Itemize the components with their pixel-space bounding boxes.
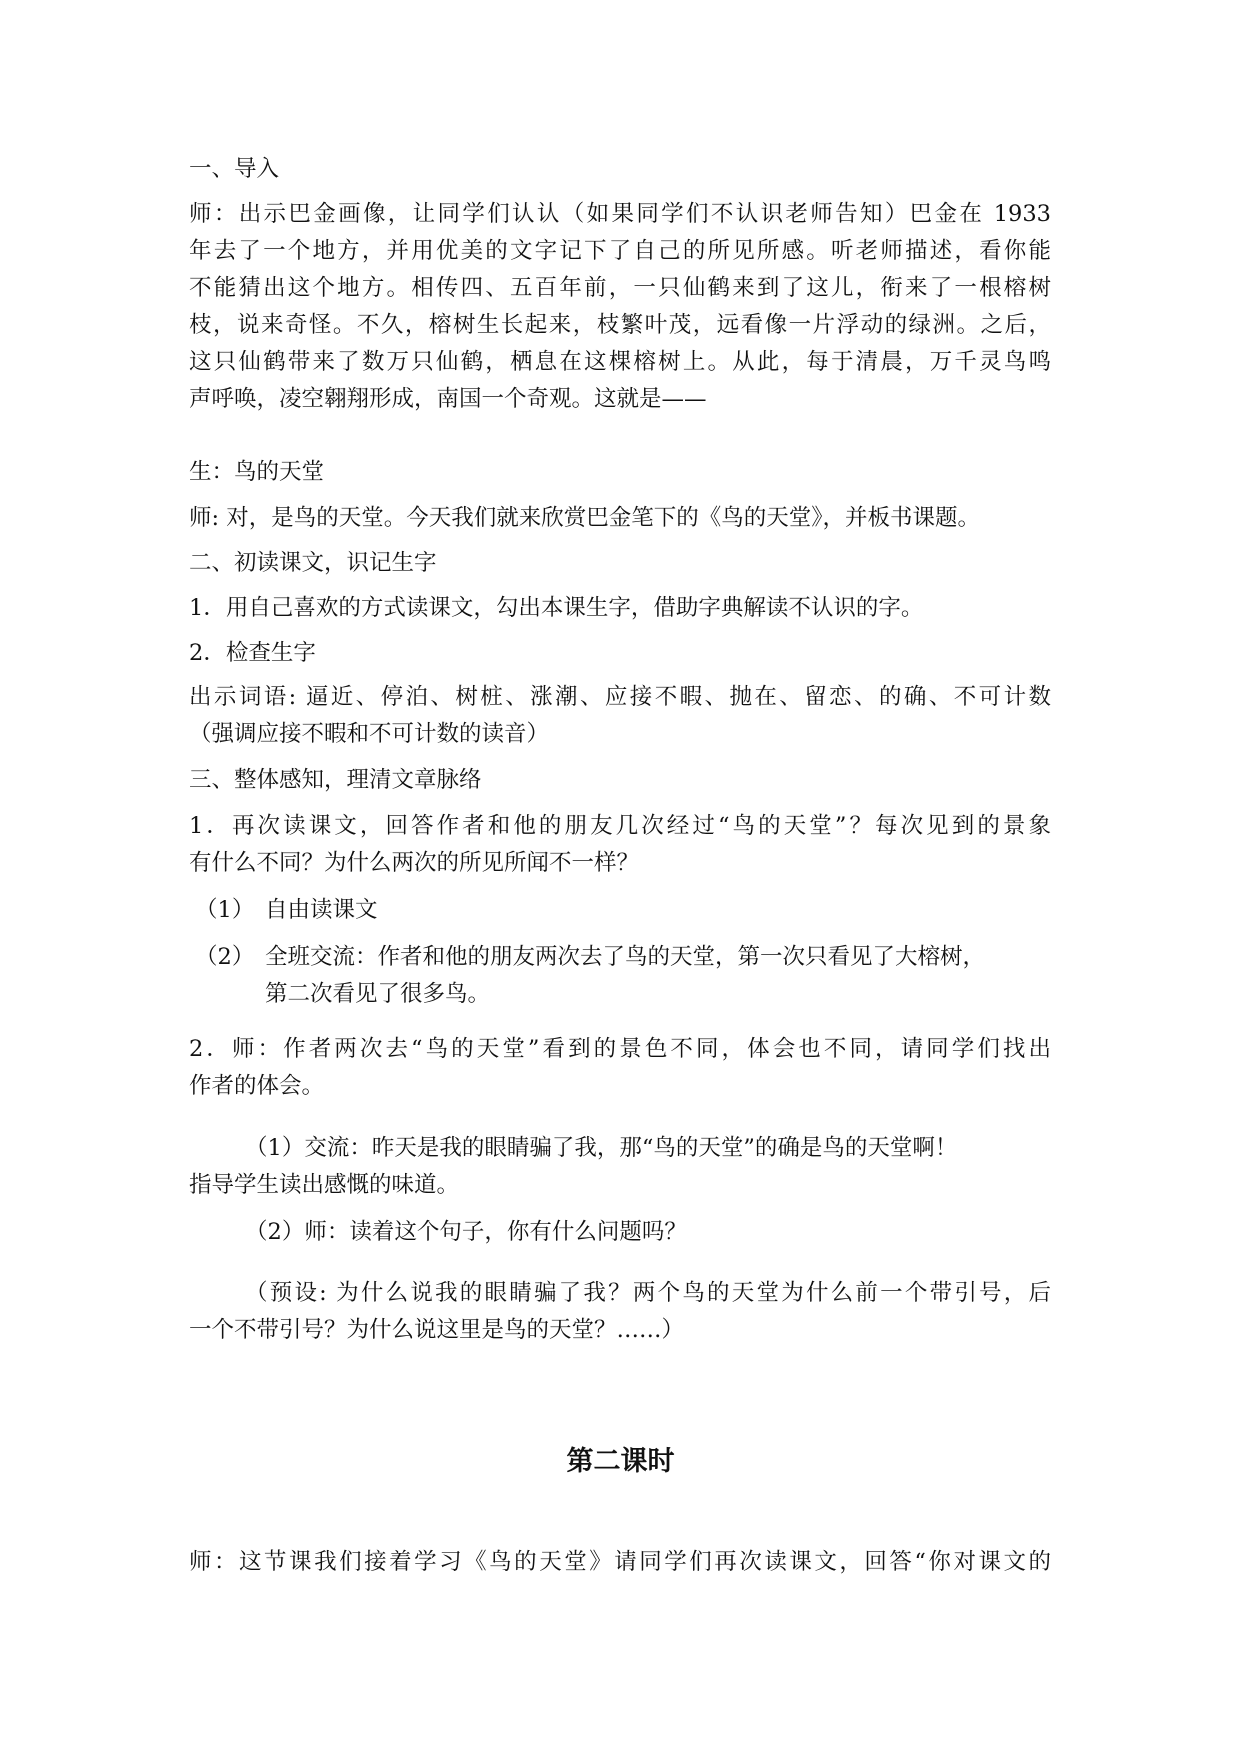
sub-item-text: 自由读课文	[265, 897, 378, 923]
text-line: （强调应接不暇和不可计数的读音）	[189, 721, 550, 747]
paragraph-vocabulary	[189, 679, 1051, 753]
paragraph-exchange-2: （2）师：读着这个句子，你有什么问题吗？	[245, 1219, 687, 1245]
paragraph-preset	[189, 1275, 1051, 1349]
heading-overall: 三、整体感知，理清文章脉络	[189, 767, 482, 793]
paragraph-question-2	[189, 1031, 1051, 1105]
heading-first-reading: 二、初读课文，识记生字	[189, 550, 437, 576]
text-line: 出示词语: 逼近、停泊、树桩、涨潮、应接不暇、抛在、留恋、的确、不可计数	[189, 684, 1051, 710]
paragraph-exchange-1	[189, 1130, 1051, 1204]
sub-item-1	[195, 892, 1057, 929]
text-line: 年去了一个地方，并用优美的文字记下了自己的所见所感。听老师描述，看你能	[189, 238, 1051, 264]
paragraph-second-lesson: 师：这节课我们接着学习《鸟的天堂》请同学们再次读课文，回答“你对课文的	[189, 1549, 1051, 1575]
text-line: 师：出示巴金画像，让同学们认认（如果同学们不认识老师告知）巴金在 1933	[189, 201, 1051, 227]
text-line: （预设: 为什么说我的眼睛骗了我？两个鸟的天堂为什么前一个带引号，后	[245, 1280, 1051, 1306]
text-line: 一个不带引号？为什么说这里是鸟的天堂？……）	[189, 1317, 685, 1343]
text-line: 枝，说来奇怪。不久，榕树生长起来，枝繁叶茂，远看像一片浮动的绿洲。之后，	[189, 312, 1051, 338]
sub-item-text: 第二次看见了很多鸟。	[265, 981, 491, 1007]
paragraph-question-1	[189, 808, 1051, 882]
sub-item-2	[195, 939, 1051, 1013]
paragraph-student-answer: 生：鸟的天堂	[189, 459, 325, 485]
text-line: 有什么不同？为什么两次的所见所闻不一样？	[189, 850, 640, 876]
text-line: 指导学生读出感慨的味道。	[189, 1172, 460, 1198]
text-line: 作者的体会。	[189, 1073, 325, 1099]
heading-intro: 一、导入	[189, 156, 280, 182]
paragraph-teacher-intro	[189, 196, 1051, 418]
text-line: 2．师：作者两次去“鸟的天堂”看到的景色不同，体会也不同，请同学们找出	[189, 1036, 1051, 1062]
sub-item-number: （1）	[195, 897, 255, 923]
section-title: 第二课时	[566, 1446, 675, 1477]
text-line: （1）交流：昨天是我的眼睛骗了我，那“鸟的天堂”的确是鸟的天堂啊！	[245, 1135, 958, 1161]
sub-item-text: 全班交流：作者和他的朋友两次去了鸟的天堂，第一次只看见了大榕树，	[265, 944, 986, 970]
paragraph-teacher-title: 师: 对，是鸟的天堂。今天我们就来欣赏巴金笔下的《鸟的天堂》，并板书课题。	[189, 505, 980, 531]
text-line: 声呼唤，凌空翱翔形成，南国一个奇观。这就是——	[189, 386, 707, 412]
sub-item-number: （2）	[195, 944, 255, 970]
paragraph-read-step-1: 1．用自己喜欢的方式读课文，勾出本课生字，借助字典解读不认识的字。	[189, 595, 924, 621]
paragraph-read-step-2: 2．检查生字	[189, 640, 316, 666]
text-line: 不能猜出这个地方。相传四、五百年前，一只仙鹤来到了这儿，衔来了一根榕树	[189, 275, 1051, 301]
text-line: 这只仙鹤带来了数万只仙鹤，栖息在这棵榕树上。从此，每于清晨，万千灵鸟鸣	[189, 349, 1051, 375]
text-line: 1．再次读课文，回答作者和他的朋友几次经过“鸟的天堂”？每次见到的景象	[189, 813, 1051, 839]
